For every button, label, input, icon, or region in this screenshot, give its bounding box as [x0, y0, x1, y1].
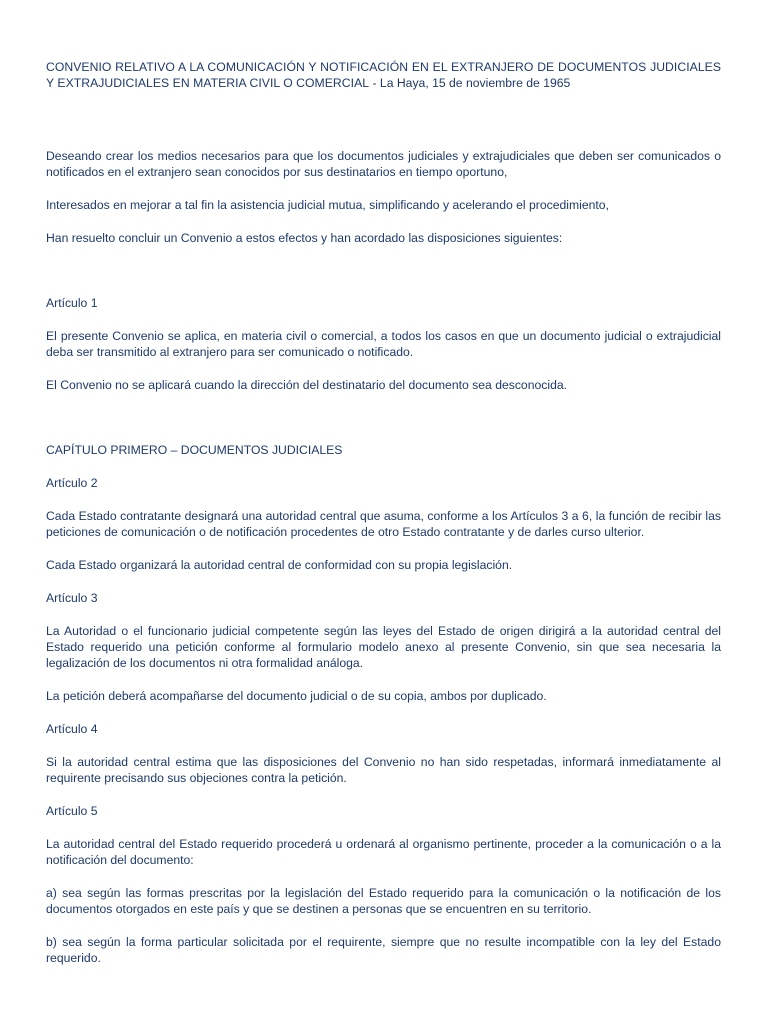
article-5-paragraph-3: b) sea según la forma particular solicitada por el requirente, siempre que no resulte incompatible con la ley del Estado requerido.: [46, 935, 721, 965]
article-5-paragraph-1: La autoridad central del Estado requerido procederá u ordenará al organismo pertinente, proceder a la comunicación o a la notificación del documento:: [46, 837, 721, 867]
preamble-paragraph-1: Deseando crear los medios necesarios para que los documentos judiciales y extrajudiciales que deben ser comunicados o notificados en el extranjero sean conocidos por sus destinatarios en tiempo oportuno,: [46, 149, 721, 179]
article-2-paragraph-2: Cada Estado organizará la autoridad central de conformidad con su propia legislación.: [46, 558, 513, 572]
document-title-suffix: - La Haya, 15 de noviembre de 1965: [369, 76, 571, 90]
article-5-heading: Artículo 5: [46, 804, 98, 818]
article-1-paragraph-2: El Convenio no se aplicará cuando la dirección del destinatario del documento sea desconocida.: [46, 378, 568, 392]
article-4-heading: Artículo 4: [46, 722, 98, 736]
article-2-heading: Artículo 2: [46, 476, 98, 490]
preamble-paragraph-3: Han resuelto concluir un Convenio a estos efectos y han acordado las disposiciones siguientes:: [46, 231, 563, 245]
article-1-paragraph-1: El presente Convenio se aplica, en materia civil o comercial, a todos los casos en que un documento judicial o extrajudicial deba ser transmitido al extranjero para ser comunicado o notificado.: [46, 329, 721, 359]
chapter-1-heading: CAPÍTULO PRIMERO – DOCUMENTOS JUDICIALES: [46, 443, 343, 457]
article-3-paragraph-1: La Autoridad o el funcionario judicial competente según las leyes del Estado de origen dirigirá a la autoridad central del Estado requerido una petición conforme al formulario modelo anexo al presente Convenio, sin que sea necesaria la legalización de los documentos ni otra formalidad análoga.: [46, 624, 721, 670]
article-4-paragraph-1: Si la autoridad central estima que las disposiciones del Convenio no han sido respetadas, informará inmediatamente al requirente precisando sus objeciones contra la petición.: [46, 755, 721, 785]
document-title: [46, 59, 721, 91]
document-title-main: CONVENIO RELATIVO A LA COMUNICACIÓN Y NOTIFICACIÓN EN EL EXTRANJERO DE DOCUMENTOS JUDICIALES Y EXTRAJUDICIALES EN MATERIA CIVIL O COMERCIAL: [46, 60, 721, 90]
article-3-heading: Artículo 3: [46, 591, 98, 605]
article-3-paragraph-2: La petición deberá acompañarse del documento judicial o de su copia, ambos por duplicado.: [46, 689, 547, 703]
article-5-paragraph-2: a) sea según las formas prescritas por la legislación del Estado requerido para la comunicación o la notificación de los documentos otorgados en este país y que se destinen a personas que se encuentren en su territorio.: [46, 886, 721, 916]
document-page: [46, 59, 721, 966]
preamble-paragraph-2: Interesados en mejorar a tal fin la asistencia judicial mutua, simplificando y acelerando el procedimiento,: [46, 198, 609, 212]
article-1-heading: Artículo 1: [46, 296, 98, 310]
article-2-paragraph-1: Cada Estado contratante designará una autoridad central que asuma, conforme a los Artículos 3 a 6, la función de recibir las peticiones de comunicación o de notificación procedentes de otro Estado contratante y de darles curso ulterior.: [46, 509, 721, 539]
